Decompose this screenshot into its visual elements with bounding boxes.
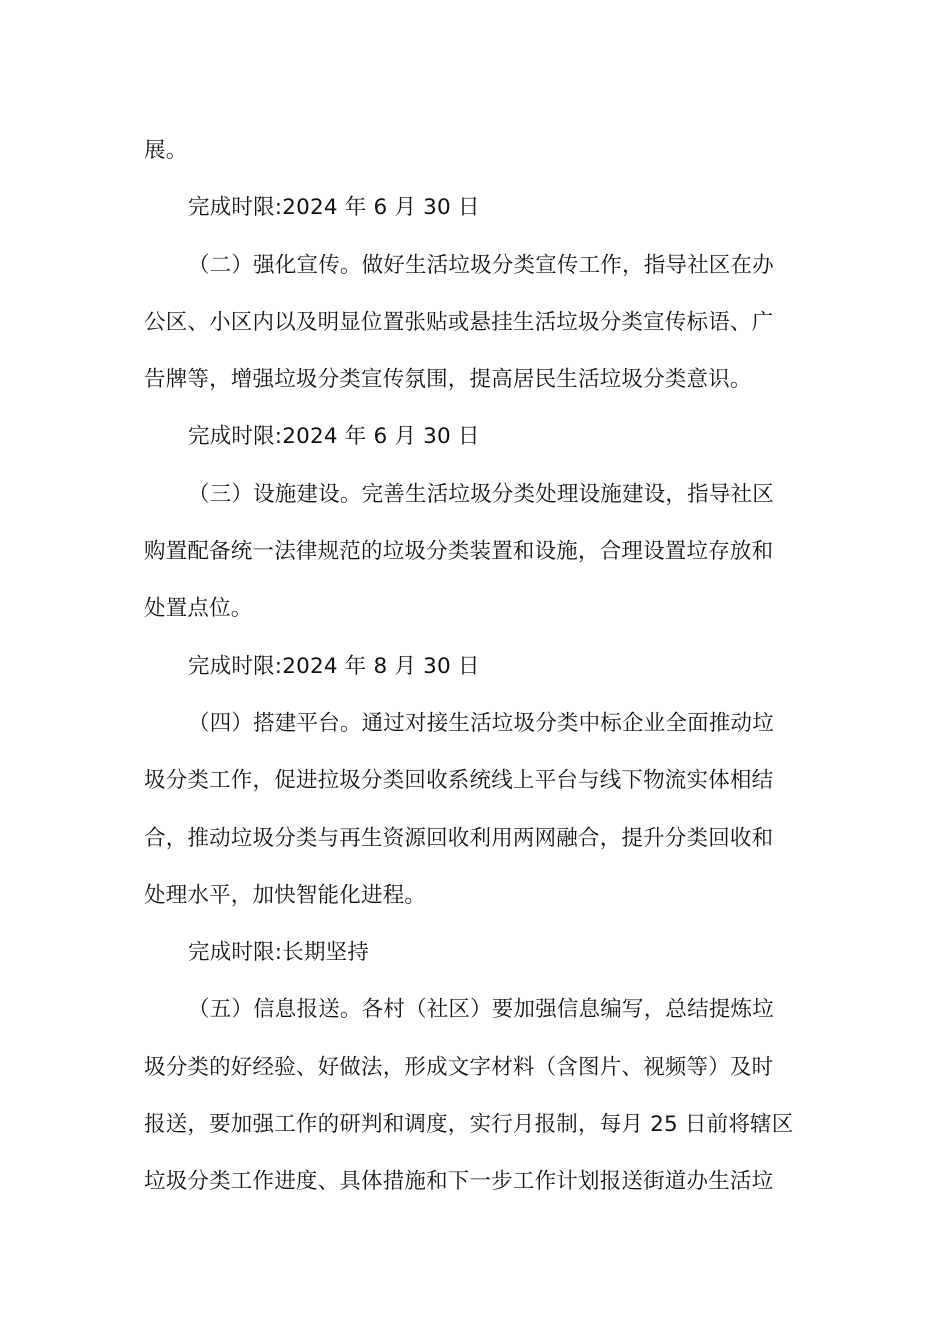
text-line: 购置配备统一法律规范的垃圾分类装置和设施，合理设置垃存放和 [144, 539, 774, 565]
text-line: 展。 [144, 138, 188, 163]
text-line: 垃圾分类工作进度、具体措施和下一步工作计划报送街道办生活垃 [144, 1169, 774, 1195]
section-heading-line: （三）设施建设。完善生活垃圾分类处理设施建设，指导社区 [188, 481, 774, 507]
section-heading-line: （五）信息报送。各村（社区）要加强信息编写，总结提炼垃 [188, 997, 774, 1023]
deadline-line: 完成时限:长期坚持 [188, 940, 370, 966]
text-line: 告牌等，增强垃圾分类宣传氛围，提高居民生活垃圾分类意识。 [144, 367, 752, 393]
text-line: 公区、小区内以及明显位置张贴或悬挂生活垃圾分类宣传标语、广 [144, 309, 774, 335]
deadline-line: 完成时限:2024 年 6 月 30 日 [188, 424, 480, 450]
text-line: 报送，要加强工作的研判和调度，实行月报制，每月 25 日前将辖区 [144, 1112, 794, 1138]
section-heading-line: （四）搭建平台。通过对接生活垃圾分类中标企业全面推动垃 [188, 710, 774, 736]
text-line: 圾分类的好经验、好做法，形成文字材料（含图片、视频等）及时 [144, 1054, 774, 1080]
section-heading-line: （二）强化宣传。做好生活垃圾分类宣传工作，指导社区在办 [188, 252, 774, 278]
deadline-line: 完成时限:2024 年 6 月 30 日 [188, 195, 480, 221]
document-body [144, 122, 806, 1211]
text-line: 处理水平，加快智能化进程。 [144, 882, 427, 908]
deadline-line: 完成时限:2024 年 8 月 30 日 [188, 653, 480, 679]
text-line: 合，推动垃圾分类与再生资源回收利用两网融合，提升分类回收和 [144, 825, 774, 851]
text-line: 圾分类工作，促进拉圾分类回收系统线上平台与线下物流实体相结 [144, 768, 774, 794]
text-line: 处置点位。 [144, 596, 253, 622]
